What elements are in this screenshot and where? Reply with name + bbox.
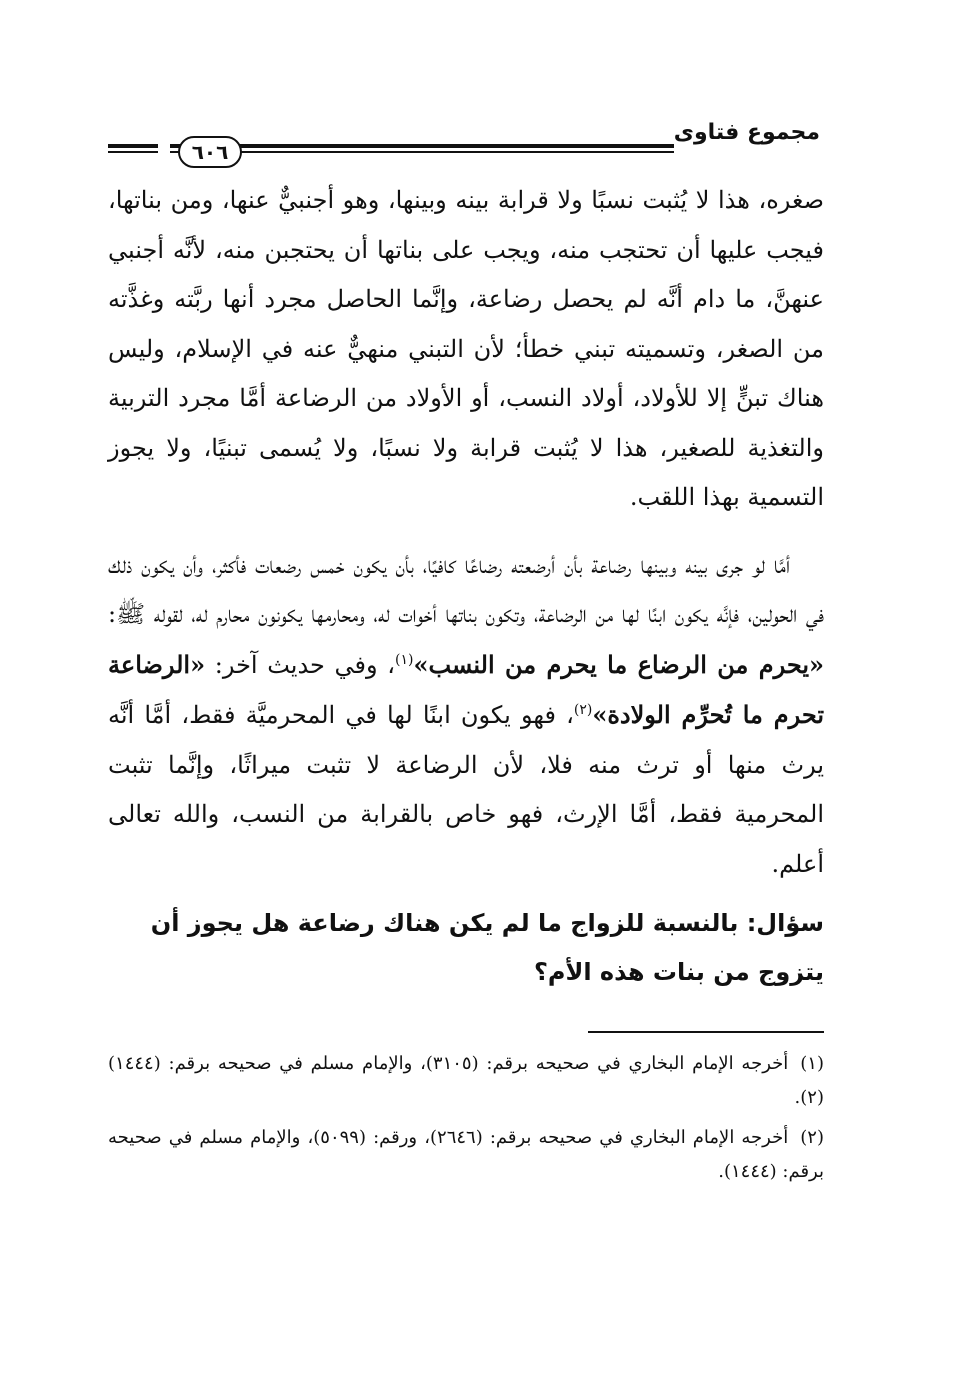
paragraph-2 [108, 541, 824, 890]
paragraph-2-part-1: أمَّا لو جرى بينه وبينها رضاعة بأن أرضعته رضاعًا كافيًا، بأن يكون خمس رضعات فأكثر، وأن يكون ذلك في الحولين، فإنَّه يكون ابنًا لها من الرضاعة، وتكون بناتها أخوات له، ومحارمها يكونون محارم له، لقوله ﷺ: [108, 550, 825, 628]
book-page [108, 118, 824, 1189]
book-title: مجموع فتاوى [673, 120, 820, 145]
page-number-badge: ٦٠٦ [178, 136, 242, 168]
main-text [108, 176, 824, 889]
paragraph-1: صغره، هذا لا يُثبت نسبًا ولا قرابة بينه وبينها، وهو أجنبيٌّ عنها، ومن بناتها، فيجب عليها أن تحتجب منه، ويجب على بناتها أن يحتجبن منه، لأنَّه أجنبي عنهنَّ، ما دام أنَّه لم يحصل رضاعة، وإنَّما الحاصل مجرد أنها ربَّته وغذَّته من الصغر، وتسميته تبني خطأ؛ لأن التبني منهيٌّ عنه في الإسلام، وليس هناك تبنٍّ إلا للأولاد، أولاد النسب، أو الأولاد من الرضاعة أمَّا مجرد التربية والتغذية للصغير، هذا لا يُثبت قرابة ولا نسبًا، ولا يُسمى تبنيًا، ولا يجوز التسمية بهذا اللقب. [108, 186, 824, 511]
paragraph-2-part-2: ، وفي حديث آخر: [205, 650, 395, 679]
footnote-2 [108, 1121, 824, 1189]
footnote-1-number: (١) [800, 1053, 824, 1074]
question-heading: سؤال: بالنسبة للزواج ما لم يكن هناك رضاعة هل يجوز أن يتزوج من بنات هذه الأم؟ [150, 909, 824, 986]
footnote-1 [108, 1047, 824, 1115]
footnote-ref-2: (٢) [573, 702, 593, 718]
footnote-divider [588, 1031, 824, 1033]
footnote-2-number: (٢) [800, 1127, 824, 1148]
page-header [108, 118, 824, 170]
paragraph-2-part-3: ، فهو يكون ابنًا لها في المحرميَّة فقط، أمَّا أنَّه يرث منها أو ترث منه فلا، لأن الرضاعة لا تثبت ميراثًا، وإنَّما تثبت المحرمية فقط، أمَّا الإرث، فهو خاص بالقرابة من النسب، والله تعالى أعلم. [108, 701, 824, 878]
footnote-1-text: أخرجه الإمام البخاري في صحيحه برقم: (٣١٠٥)، والإمام مسلم في صحيحه برقم: (١٤٤٤) (٢). [108, 1053, 824, 1108]
hadith-quote-2: «الرضاعة تحرم ما تُحرِّم الولادة» [108, 649, 825, 729]
header-rule-long [170, 138, 674, 153]
header-rule-left [108, 138, 158, 153]
footnote-2-text: أخرجه الإمام البخاري في صحيحه برقم: (٢٦٤٦)، ورقم: (٥٠٩٩)، والإمام مسلم في صحيحه برقم: (١٤٤٤). [108, 1127, 824, 1182]
footnote-ref-1: (١) [394, 651, 414, 668]
header-rule [108, 138, 824, 164]
hadith-quote-1: «يحرم من الرضاع ما يحرم من النسب» [413, 649, 824, 679]
